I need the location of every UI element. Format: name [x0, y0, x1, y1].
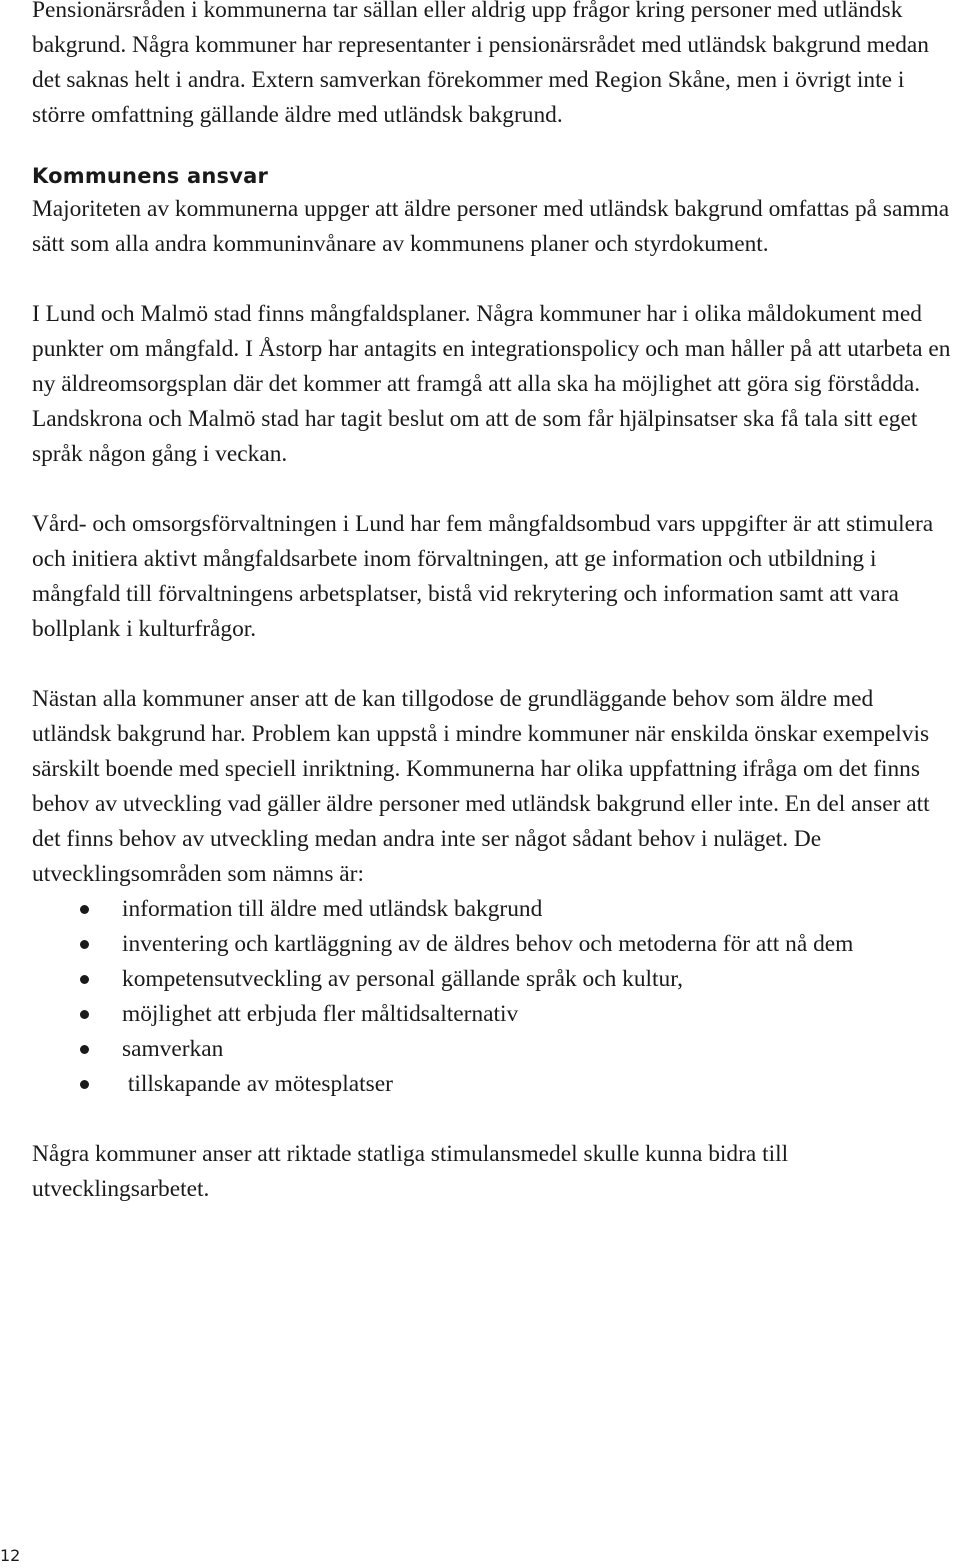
list-item-text: tillskapande av mötesplatser [122, 1071, 393, 1097]
bullet-icon [80, 975, 89, 984]
list-item [32, 892, 952, 927]
bullet-icon [80, 1010, 89, 1019]
list-item-text: inventering och kartläggning av de äldres behov och metoderna för att nå dem [122, 931, 854, 957]
paragraph-2: I Lund och Malmö stad finns mångfaldsplaner. Några kommuner har i olika måldokument med punkter om mångfald. I Åstorp har antagits en integrationspolicy och man håller på att utarbeta en ny äldreomsorgsplan där det kommer att framgå att alla ska ha möjlighet att göra sig förstådda. Landskrona och Malmö stad har tagit beslut om att de som får hjälpinsatser ska få tala sitt eget språk någon gång i veckan. [32, 301, 951, 467]
development-areas-list [32, 892, 960, 1102]
bullet-icon [80, 940, 89, 949]
list-item-text: information till äldre med utländsk bakgrund [122, 896, 543, 922]
list-item-text: kompetensutveckling av personal gällande språk och kultur, [122, 966, 683, 992]
list-item-text: möjlighet att erbjuda fler måltidsalternativ [122, 1001, 519, 1027]
paragraph-4: Nästan alla kommuner anser att de kan tillgodose de grundläggande behov som äldre med utländsk bakgrund har. Problem kan uppstå i mindre kommuner när enskilda önskar exempelvis särskilt boende med speciell inriktning. Kommunerna har olika uppfattning ifråga om det finns behov av utveckling vad gäller äldre personer med utländsk bakgrund eller inte. En del anser att det finns behov av utveckling medan andra inte ser något sådant behov i nuläget. De utvecklingsområden som nämns är: [32, 686, 930, 887]
paragraph-5: Några kommuner anser att riktade statliga stimulansmedel skulle kunna bidra till utvecklingsarbetet. [32, 1141, 789, 1202]
list-item-text: samverkan [122, 1036, 224, 1062]
list-item [32, 997, 952, 1032]
bullet-icon [80, 1080, 89, 1089]
list-item [32, 962, 952, 997]
bullet-icon [80, 905, 89, 914]
list-item [32, 1032, 952, 1067]
intro-paragraph: Pensionärsråden i kommunerna tar sällan eller aldrig upp frågor kring personer med utländsk bakgrund. Några kommuner har representanter i pensionärsrådet med utländsk bakgrund medan det saknas helt i andra. Extern samverkan förekommer med Region Skåne, men i övrigt inte i större omfattning gällande äldre med utländsk bakgrund. [32, 0, 929, 128]
list-item [32, 1067, 952, 1102]
list-item [32, 927, 952, 962]
section-heading: Kommunens ansvar [32, 164, 269, 188]
bullet-icon [80, 1045, 89, 1054]
paragraph-1: Majoriteten av kommunerna uppger att äldre personer med utländsk bakgrund omfattas på samma sätt som alla andra kommuninvånare av kommunens planer och styrdokument. [32, 196, 950, 257]
page-number: 12 [0, 1546, 21, 1565]
paragraph-3: Vård- och omsorgsförvaltningen i Lund har fem mångfaldsombud vars uppgifter är att stimulera och initiera aktivt mångfaldsarbete inom förvaltningen, att ge information och utbildning i mångfald till förvaltningens arbetsplatser, bistå vid rekrytering och information samt att vara bollplank i kulturfrågor. [32, 511, 934, 642]
